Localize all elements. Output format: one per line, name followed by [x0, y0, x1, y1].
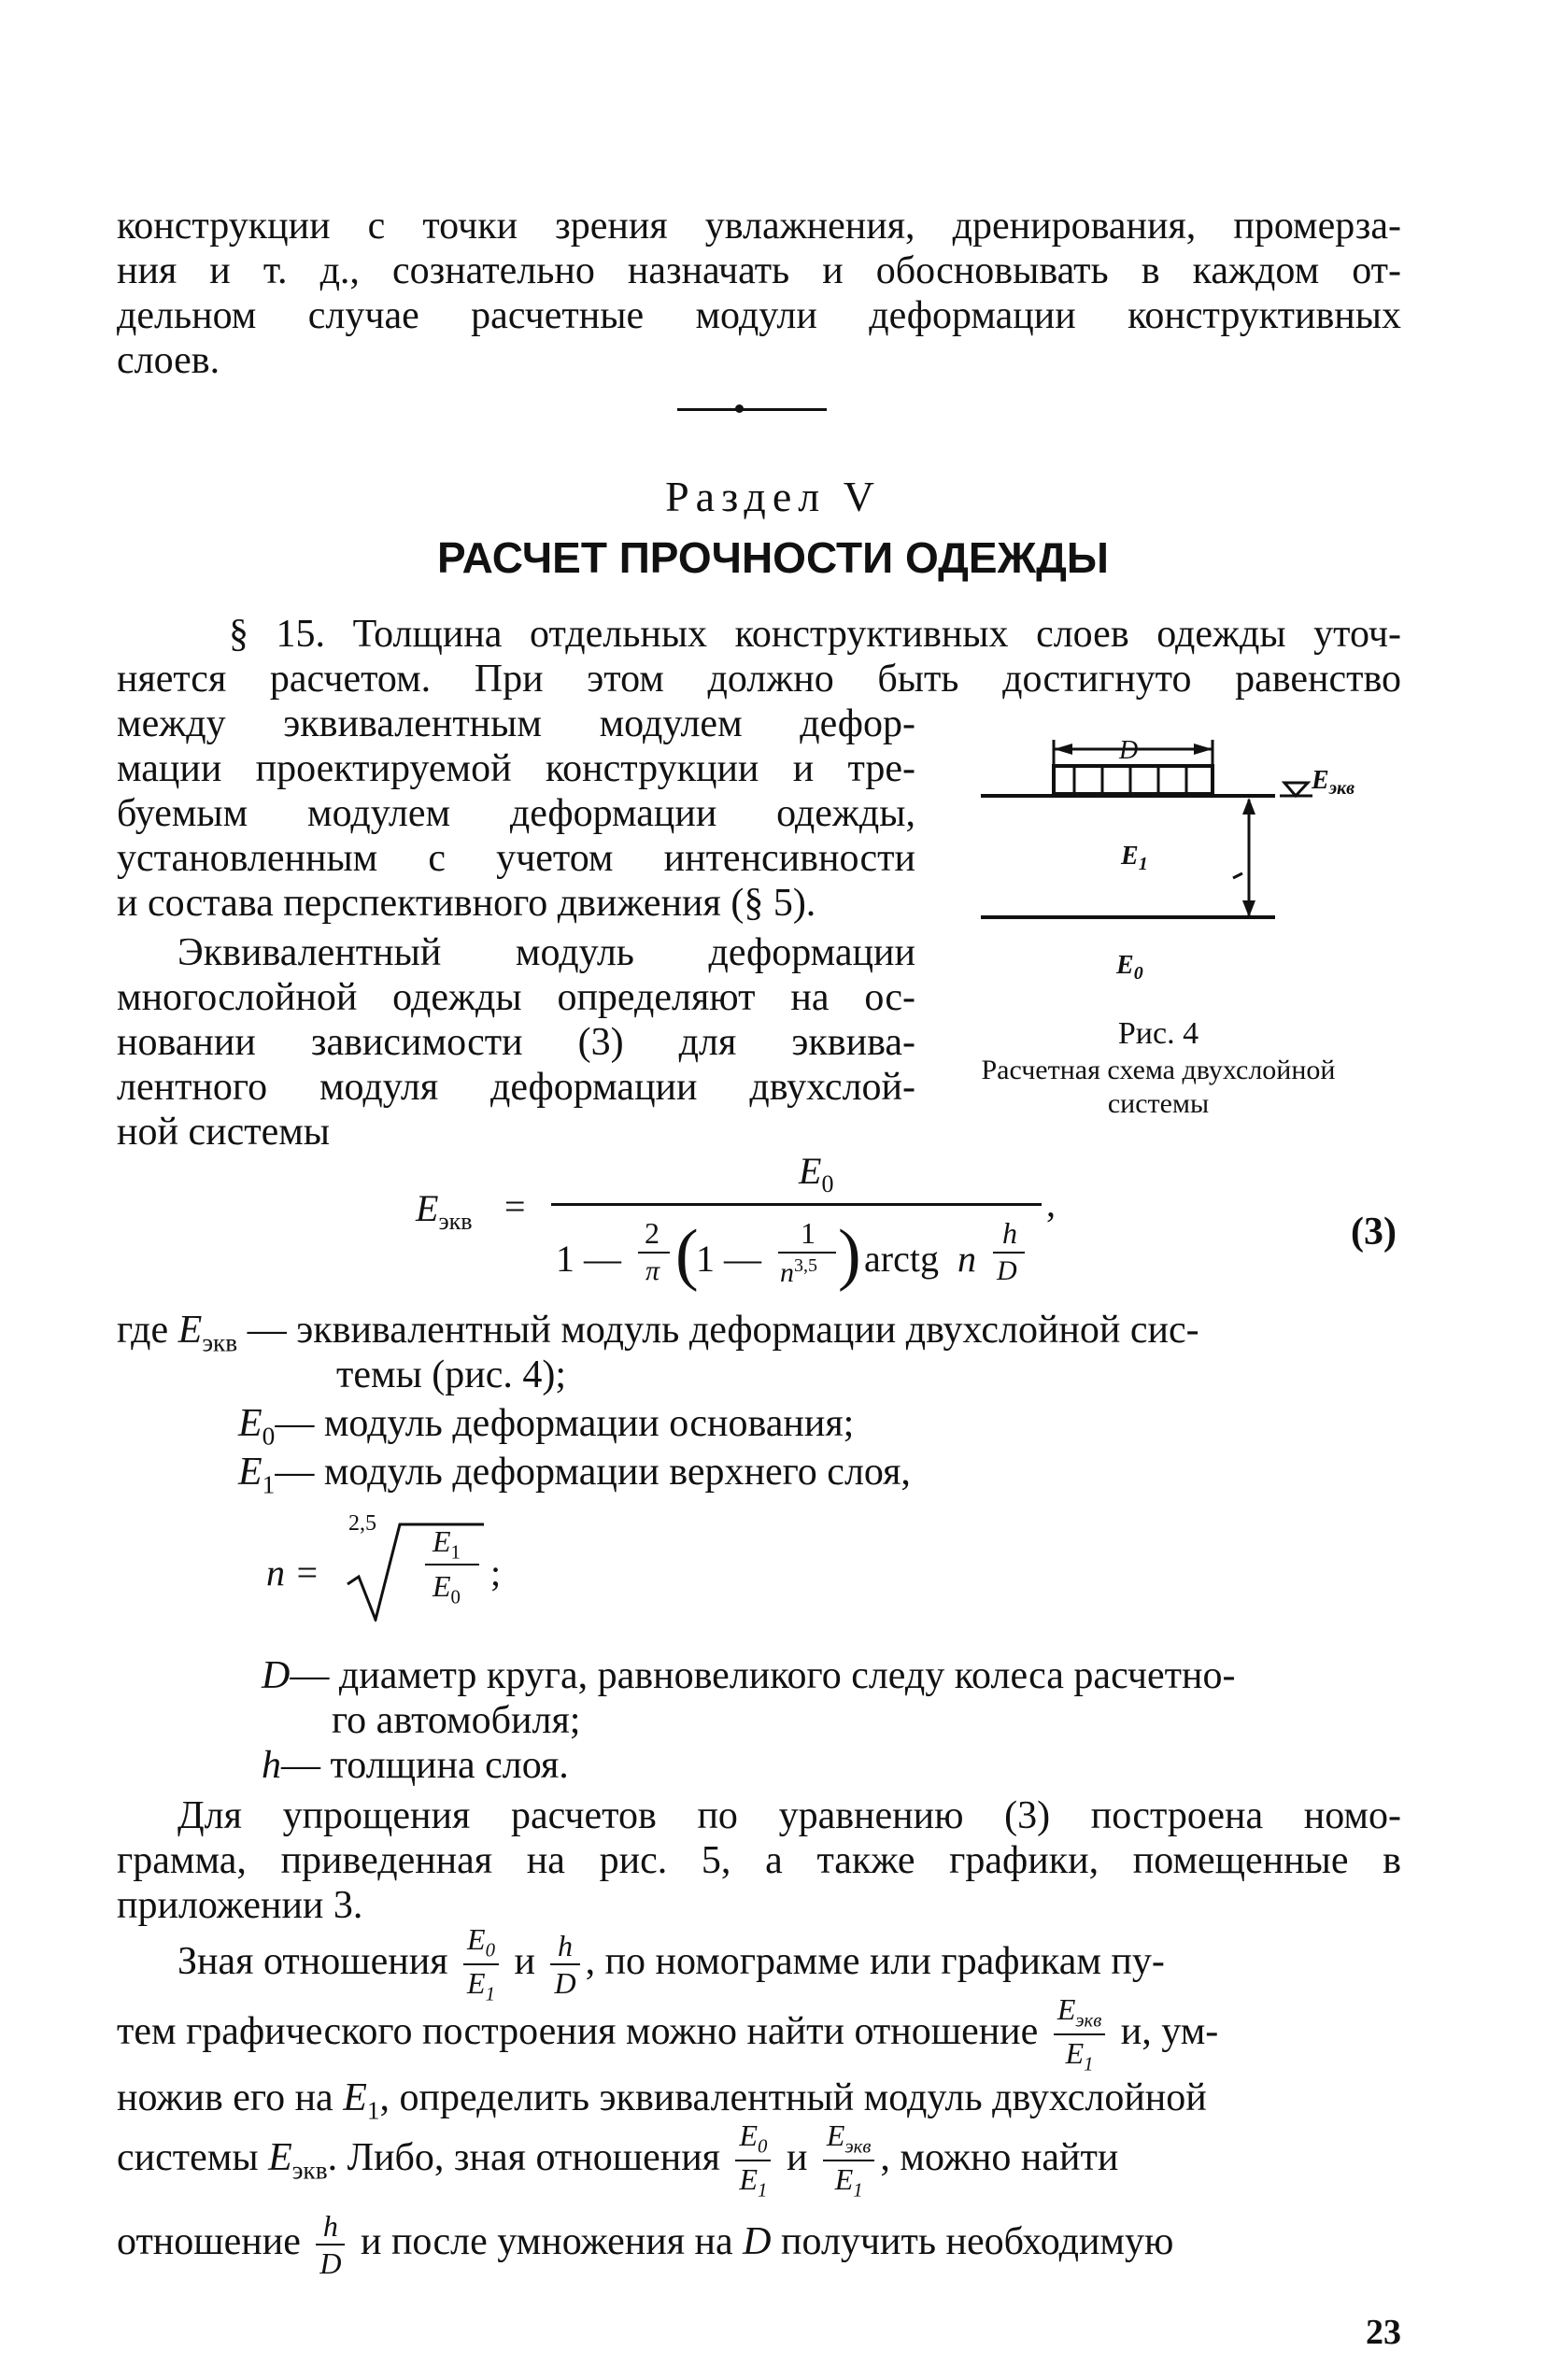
where-d-2: го автомобиля; [332, 1699, 581, 1742]
text-line: приложении 3. [117, 1884, 363, 1927]
where-h: h— толщина слоя. [262, 1744, 569, 1787]
text-line: ния и т. д., сознательно назначать и обосновывать в каждом от- [117, 249, 1401, 292]
where-e1: $E_1—$ модуль деформации верхнего слоя, [238, 1451, 911, 1499]
text-line: няется расчетом. При этом должно быть достигнуто равенство [117, 658, 1401, 701]
frac-bar [993, 1252, 1025, 1254]
figure-caption-text: Расчетная схема двухслойной системы [981, 1055, 1336, 1119]
frac-bar [778, 1252, 836, 1254]
fraction-e0-e1: $\frac{E_0}{E_1}$ [735, 2120, 771, 2201]
section-separator [677, 408, 827, 411]
figure-eeq-label: $E_{экв}$ [1312, 766, 1355, 799]
section-title: РАСЧЕТ ПРОЧНОСТИ ОДЕЖДЫ [437, 533, 1109, 582]
fraction-h-d: $\frac{h}{D}$ [316, 2211, 345, 2278]
root-formula [266, 1511, 565, 1623]
arctg: arctg [864, 1238, 939, 1280]
where-e0: $E_0—$ модуль деформации основания; [238, 1402, 855, 1451]
root-index: 2,5 [348, 1511, 376, 1536]
text-line: ной системы [117, 1111, 331, 1154]
text-line: грамма, приведенная на рис. 5, а также графики, помещенные в [117, 1839, 1401, 1882]
text-line: между эквивалентным модулем дефор- [117, 702, 915, 745]
text-line: установленным с учетом интенсивности [117, 837, 915, 880]
equation-lhs: $E_{экв}$ [416, 1187, 473, 1235]
text-line: Эквивалентный модуль деформации [177, 931, 915, 974]
equation-number: (3) [1351, 1211, 1397, 1254]
equation-numerator: $E_0$ [799, 1150, 834, 1197]
arctg-n: n [957, 1238, 976, 1280]
den-one-minus: 1 — [556, 1238, 621, 1280]
knowing-line-2: тем графического построения можно найти отношение $\frac{E_{экв}}{E_1}$ и, ум- [117, 1992, 1219, 2075]
fraction-eeq-e1: $\frac{E_{экв}}{E_1}$ [1054, 1994, 1105, 2075]
equation-fraction-bar [551, 1203, 1042, 1206]
figure-caption-number: Рис. 4 [1117, 1016, 1199, 1051]
text-line: лентного модуля деформации двухслой- [117, 1066, 915, 1109]
knowing-line-1: Зная отношения $\frac{E_0}{E_1}$ и $\frac{h}{D}$ , по номограмме или графикам пу- [177, 1922, 1165, 2005]
where-d: D— диаметр круга, равновеликого следу колеса расчетно- [262, 1654, 1236, 1697]
paren-close: ) [838, 1216, 861, 1293]
fraction-h-d: $\frac{h}{D}$ [550, 1931, 579, 1998]
fraction-eeq-e1: $\frac{E_{экв}}{E_1}$ [823, 2120, 874, 2201]
where-line-1: где $E_{экв}$ — эквивалентный модуль деформации двухслойной сис- [117, 1309, 1199, 1357]
frac-one: 1 [801, 1216, 816, 1250]
page-number: 23 [1366, 2313, 1401, 2352]
figure-two-layer-scheme [962, 729, 1448, 1009]
root-den: $E_0$ [433, 1569, 461, 1608]
text-line: Для упрощения расчетов по уравнению (3) построена номо- [177, 1794, 1401, 1837]
text-line: дельном случае расчетные модули деформации конструктивных [117, 294, 1401, 337]
equation-3 [416, 1149, 1163, 1298]
knowing-line-5: отношение $\frac{h}{D}$ и после умножения на D получить необходимую [117, 2209, 1174, 2281]
inner-one-minus: 1 — [696, 1238, 761, 1280]
text-line: многослойной одежды определяют на ос- [117, 976, 915, 1019]
frac-bar [638, 1252, 670, 1254]
equation-equals: = [504, 1185, 526, 1227]
root-bar [425, 1564, 479, 1565]
text-line: мации проектируемой конструкции и тре- [117, 747, 915, 790]
frac-pi: π [645, 1255, 660, 1286]
frac-h: h [1002, 1216, 1017, 1250]
text-line: новании зависимости (3) для эквива- [117, 1021, 915, 1064]
separator-dot [735, 404, 744, 413]
knowing-line-3: ножив его на $E_1$, определить эквивалентный модуль двухслойной [117, 2076, 1207, 2125]
equation-comma: , [1046, 1183, 1056, 1225]
root-end: ; [490, 1551, 502, 1594]
figure-d-label: D [1119, 736, 1139, 765]
text-line: буемым модулем деформации одежды, [117, 792, 915, 835]
root-lhs: n = [266, 1551, 319, 1594]
figure-e1-label: $E_1$ [1121, 842, 1148, 874]
frac-n-pow: $n^{3,5}$ [780, 1255, 817, 1288]
equation-denominator [556, 1216, 1042, 1300]
section-label: Раздел V [665, 473, 881, 520]
figure-e0-label: $E_0$ [1116, 951, 1143, 984]
text-line: слоев. [117, 339, 220, 382]
root-num: $E_1$ [433, 1524, 461, 1564]
where-line-2: темы (рис. 4); [336, 1353, 567, 1396]
frac-two: 2 [645, 1216, 660, 1250]
text-line: конструкции с точки зрения увлажнения, дренирования, промерза- [117, 205, 1401, 248]
root-sign [346, 1519, 486, 1622]
knowing-line-4: системы $E_{экв}$. Либо, зная отношения $\frac{E_0}{E_1}$ и $\frac{E_{экв}}{E_1}$ , можно найти [117, 2118, 1119, 2202]
fraction-e0-e1: $\frac{E_0}{E_1}$ [463, 1924, 499, 2005]
frac-d: D [997, 1255, 1017, 1286]
text-line: и состава перспективного движения (§ 5). [117, 882, 816, 925]
text-line: § 15. Толщина отдельных конструктивных слоев одежды уточ- [229, 613, 1401, 656]
paren-open: ( [675, 1216, 699, 1293]
